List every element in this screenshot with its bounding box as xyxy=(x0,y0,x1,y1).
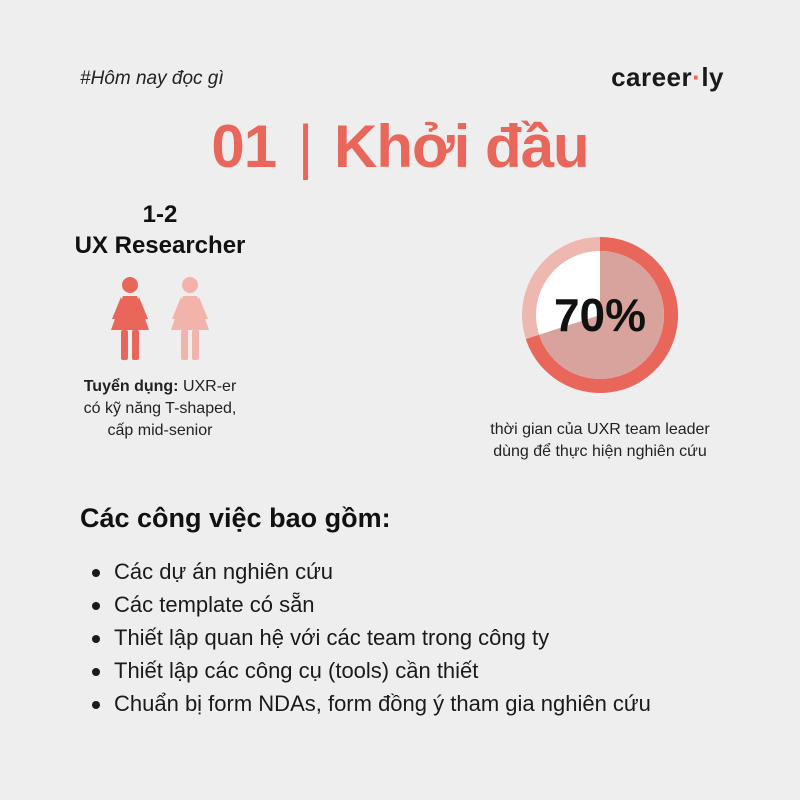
percent-donut xyxy=(510,225,690,405)
careerly-logo xyxy=(611,62,724,93)
logo-text-left: career xyxy=(611,62,693,92)
stat-caption-line-1: thời gian của UXR team leader xyxy=(490,421,710,438)
task-item: Các dự án nghiên cứu xyxy=(90,555,651,588)
time-stat-block xyxy=(470,225,730,463)
stat-caption-line-2: dùng để thực hiện nghiên cứu xyxy=(493,443,707,460)
hiring-label: Tuyển dụng: xyxy=(83,378,179,395)
task-item: Thiết lập quan hệ với các team trong công ty xyxy=(90,621,651,654)
hiring-line-2: có kỹ năng T-shaped, xyxy=(83,400,237,417)
task-item: Chuẩn bị form NDAs, form đồng ý tham gia nghiên cứu xyxy=(90,687,651,720)
hashtag-label: #Hôm nay đọc gì xyxy=(80,68,224,89)
team-count: 1-2 xyxy=(142,201,178,228)
percent-value: 70% xyxy=(553,289,647,341)
section-heading xyxy=(0,112,800,181)
heading-separator: | xyxy=(297,113,313,180)
section-number: 01 xyxy=(211,113,277,180)
woman-icon-secondary xyxy=(166,276,214,362)
logo-dot: · xyxy=(692,62,702,92)
task-list xyxy=(90,555,651,720)
section-title: Khởi đầu xyxy=(334,113,589,180)
stat-caption xyxy=(470,419,730,463)
team-role: UX Researcher xyxy=(74,232,246,259)
hiring-line-3: cấp mid-senior xyxy=(107,422,213,439)
people-figures xyxy=(60,276,260,362)
task-item: Các template có sẵn xyxy=(90,588,651,621)
task-item: Thiết lập các công cụ (tools) cần thiết xyxy=(90,654,651,687)
woman-icon-primary xyxy=(106,276,154,362)
hiring-line-1: UXR-er xyxy=(178,378,237,395)
logo-text-right: ly xyxy=(701,62,724,92)
team-size-block xyxy=(60,200,260,442)
hiring-description xyxy=(60,376,260,442)
tasks-title: Các công việc bao gồm: xyxy=(80,503,391,533)
